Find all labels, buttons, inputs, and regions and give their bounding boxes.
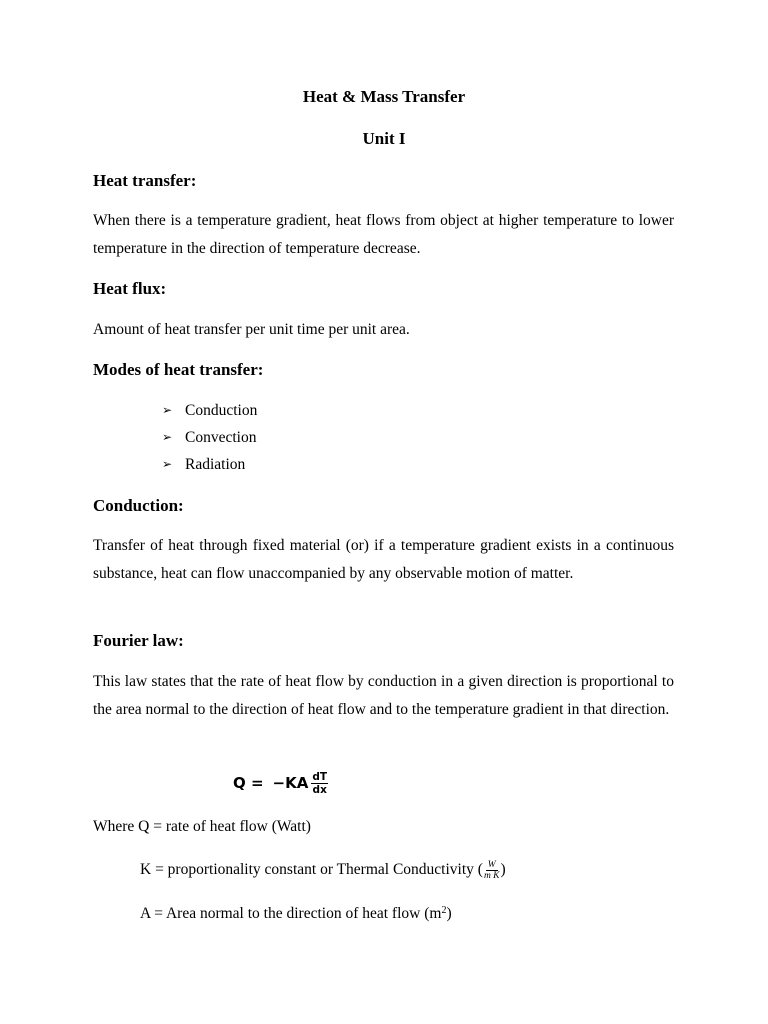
modes-heading: Modes of heat transfer: (93, 360, 264, 379)
fourier-formula (233, 765, 328, 801)
fourier-paragraph: This law states that the rate of heat flow by conduction in a given direction is proportional to the area normal to the direction of heat flow and to the temperature gradient in that direction. (93, 673, 674, 718)
k-unit-denominator: m K (483, 871, 500, 881)
heat-flux-heading: Heat flux: (93, 279, 167, 298)
formula-numerator: dT (312, 770, 328, 783)
mode-convection: Convection (185, 429, 257, 446)
arrowhead-bullet-icon: ➢ (162, 457, 173, 471)
fourier-heading: Fourier law: (93, 631, 184, 650)
heat-flux-paragraph: Amount of heat transfer per unit time per unit area. (93, 321, 410, 338)
k-definition-text: K = proportionality constant or Thermal Conductivity ( (140, 861, 483, 879)
k-unit-numerator: W (487, 860, 496, 870)
k-close-paren: ) (500, 861, 506, 879)
a-definition (140, 905, 452, 923)
conduction-paragraph: Transfer of heat through fixed material (or) if a temperature gradient exists in a continuous substance, heat can flow unaccompanied by any observable motion of matter. (93, 537, 674, 582)
a-superscript: 2 (441, 905, 447, 916)
arrowhead-bullet-icon: ➢ (162, 403, 173, 417)
heat-transfer-heading: Heat transfer: (93, 171, 197, 190)
heat-transfer-paragraph: When there is a temperature gradient, heat flows from object at higher temperature to lower temperature in the direction of temperature decrease. (93, 212, 674, 257)
formula-fraction (311, 771, 328, 796)
mode-radiation: Radiation (185, 456, 246, 473)
formula-denominator: dx (312, 783, 327, 796)
document-title: Heat & Mass Transfer (302, 87, 466, 106)
formula-lhs: Q = (233, 774, 264, 792)
conduction-heading: Conduction: (93, 496, 184, 515)
list-item (162, 397, 257, 424)
k-definition (140, 860, 506, 881)
formula-rhs: −KA (272, 774, 309, 792)
a-close-paren: ) (446, 905, 452, 922)
mode-conduction: Conduction (185, 402, 258, 419)
arrowhead-bullet-icon: ➢ (162, 430, 173, 444)
modes-list (162, 397, 257, 478)
list-item (162, 424, 257, 451)
list-item (162, 451, 257, 478)
a-definition-text: A = Area normal to the direction of heat flow (m (140, 905, 442, 922)
unit-title: Unit I (362, 129, 406, 148)
k-unit-fraction (484, 860, 500, 881)
q-definition: Where Q = rate of heat flow (Watt) (93, 818, 311, 835)
